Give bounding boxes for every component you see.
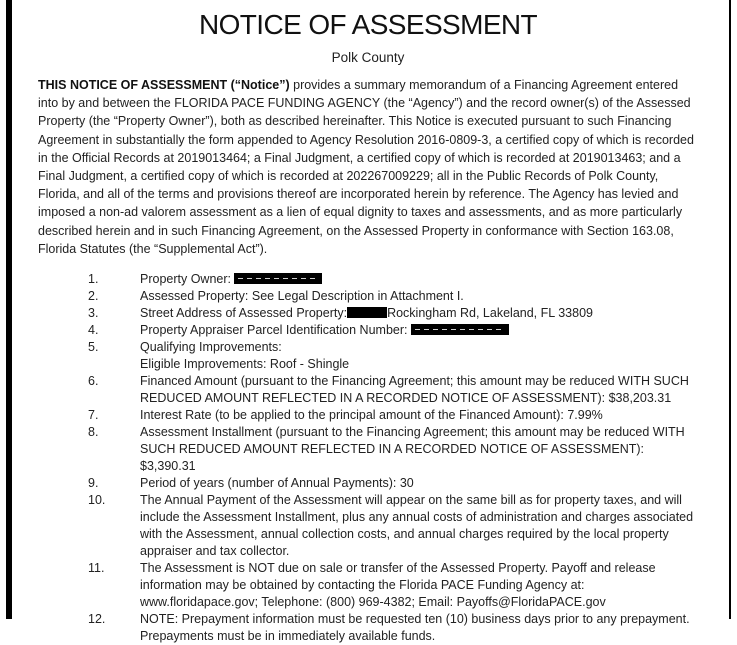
list-item: [38, 475, 698, 492]
list-item-text: Assessment Installment (pursuant to the Financing Agreement; this amount may be reduced WITH SUCH REDUCED AMOUNT REFLECTED IN A RECORDED NOTICE OF ASSESSMENT): $3,390.31: [140, 424, 685, 473]
list-item-text: The Assessment is NOT due on sale or transfer of the Assessed Property. Payoff and release information may be obtained by contacting the Florida PACE Funding Agency at: www.floridapace.gov; Telephone: (800) 969-4382; Email: Payoffs@FloridaPACE.gov: [140, 560, 656, 609]
redaction-box: [347, 307, 387, 318]
list-item: [38, 339, 698, 373]
list-item: [38, 288, 698, 305]
list-item-number: 1.: [88, 271, 99, 286]
page-title: NOTICE OF ASSESSMENT: [198, 9, 538, 40]
page-subtitle: Polk County: [331, 50, 405, 65]
list-item-number: 10.: [88, 492, 106, 507]
list-item-text: The Annual Payment of the Assessment will appear on the same bill as for property taxes, and will include the Assessment Installment, plus any annual costs of administration and charges associated with the Assessment, annual collection costs, and annual charges required by the local property appraiser and tax collector.: [140, 492, 694, 558]
list-item-number: 9.: [88, 475, 99, 490]
list-item: [38, 322, 698, 339]
list-item-number: 12.: [88, 611, 106, 626]
page-border-right: [729, 0, 731, 619]
intro-bold-lead: THIS NOTICE OF ASSESSMENT (“Notice”): [38, 78, 290, 92]
list-item-text: Property Owner:: [140, 271, 698, 288]
list-item: [38, 611, 698, 645]
list-item: [38, 424, 698, 475]
list-item: [38, 560, 698, 611]
list-item-number: 8.: [88, 424, 99, 439]
list-item: [38, 271, 698, 288]
redaction-box: [411, 324, 509, 335]
list-item-text: NOTE: Prepayment information must be requested ten (10) business days prior to any prepayment. Prepayments must be in immediately available funds.: [140, 611, 690, 643]
page-border-left: [6, 0, 12, 619]
list-item: [38, 492, 698, 560]
list-item-number: 4.: [88, 322, 99, 337]
numbered-list: [38, 271, 698, 645]
list-item: [38, 373, 698, 407]
list-item-number: 11.: [88, 560, 105, 575]
list-item-text: Assessed Property: See Legal Description in Attachment I.: [140, 288, 464, 303]
list-item-text: Financed Amount (pursuant to the Financing Agreement; this amount may be reduced WITH SUCH REDUCED AMOUNT REFLECTED IN A RECORDED NOTICE OF ASSESSMENT): $38,203.31: [140, 373, 689, 405]
list-item-number: 2.: [88, 288, 99, 303]
intro-paragraph: [38, 76, 698, 258]
list-item-text: Interest Rate (to be applied to the principal amount of the Financed Amount): 7.99%: [140, 407, 603, 422]
list-item: [38, 305, 698, 322]
list-item-text: Property Appraiser Parcel Identification Number:: [140, 322, 698, 339]
list-item-number: 6.: [88, 373, 99, 388]
list-item-number: 5.: [88, 339, 99, 354]
list-item: [38, 407, 698, 424]
list-item-number: 3.: [88, 305, 99, 320]
document-page: [38, 0, 698, 645]
intro-body-text: provides a summary memorandum of a Financing Agreement entered into by and between the FLORIDA PACE FUNDING AGENCY (the “Agency”) and the record owner(s) of the Assessed Property (the “Property Owner”), both as described hereinafter. This Notice is executed pursuant to such Financing Agreement in substantially the form appended to Agency Resolution 2016-0809-3, a certified copy of which is recorded in the Official Records at 2019013464; a Final Judgment, a certified copy of which is recorded at 2019013463; and a Final Judgment, a certified copy of which is recorded at 202267009229; all in the Public Records of Polk County, Florida, and all of the terms and provisions thereof are incorporated herein by reference. The Agency has levied and imposed a non-ad valorem assessment as a lien of equal dignity to taxes and assessments, and as more particularly described herein and in such Financing Agreement, on the Assessed Property in conformance with Section 163.08, Florida Statutes (the “Supplemental Act”).: [38, 78, 694, 256]
redaction-box: [234, 273, 322, 284]
list-item-text: Period of years (number of Annual Payments): 30: [140, 475, 414, 490]
list-item-text: Street Address of Assessed Property: Rockingham Rd, Lakeland, FL 33809: [140, 305, 593, 320]
list-item-text: Qualifying Improvements: Eligible Improvements: Roof - Shingle: [140, 339, 350, 371]
list-item-number: 7.: [88, 407, 99, 422]
